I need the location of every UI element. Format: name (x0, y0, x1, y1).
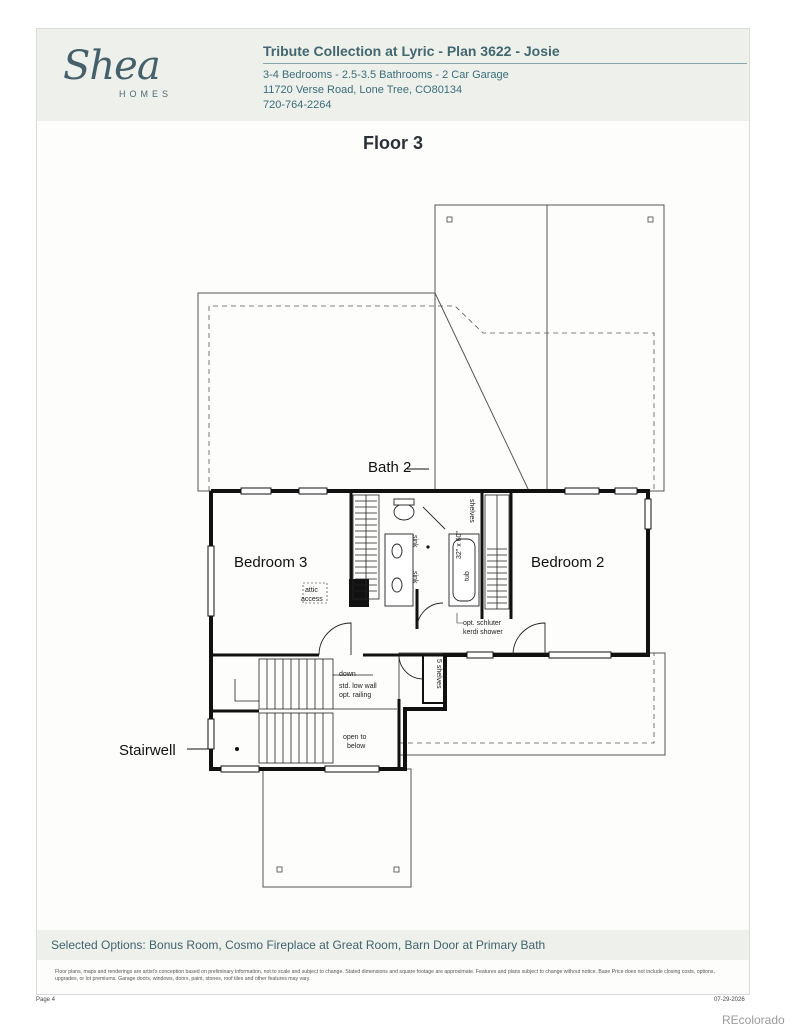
door-bed2 (513, 623, 545, 655)
stair-marker (235, 747, 239, 751)
label-tub-size: 32" x 60" (456, 531, 463, 559)
label-sink-upper: sink (411, 535, 418, 548)
plan-phone: 720-764-2264 (263, 99, 332, 111)
stair-rail (235, 679, 259, 701)
sink-basin (392, 544, 402, 558)
stair-lower-run (259, 713, 333, 763)
shower-door (423, 507, 445, 529)
page-number: Page 4 (36, 997, 56, 1003)
label-5-shelves: 5 shelves (435, 659, 442, 689)
label-shelves: shelves (468, 499, 475, 523)
floor-plan-drawing (37, 29, 749, 929)
toilet-tank (394, 499, 414, 505)
selected-options-band (37, 930, 749, 960)
plan-title: Tribute Collection at Lyric - Plan 3622 - Josie (263, 43, 560, 59)
label-open-to: open to (343, 734, 367, 741)
plan-specs: 3-4 Bedrooms - 2.5-3.5 Bathrooms - 2 Car Garage (263, 69, 509, 81)
roof-marker (277, 867, 282, 872)
stair-upper-run (259, 659, 333, 709)
roof-marker (648, 217, 653, 222)
selected-options-text: Selected Options: Bonus Room, Cosmo Fireplace at Great Room, Barn Door at Primary Bath (51, 938, 546, 952)
label-stairwell: Stairwell (119, 742, 176, 759)
floor-title: Floor 3 (362, 133, 423, 153)
window (467, 652, 493, 658)
label-kerdi-shower: kerdi shower (463, 629, 503, 636)
label-tub: tub (464, 571, 471, 581)
sink-basin (392, 578, 402, 592)
roof-porch (263, 769, 411, 887)
plan-address: 11720 Verse Road, Lone Tree, CO80134 (263, 84, 463, 96)
logo-subtext: HOMES (119, 89, 173, 99)
door-linen (399, 655, 423, 679)
door-bed3 (319, 623, 351, 655)
label-sink-lower: sink (411, 571, 418, 584)
exterior-walls (211, 491, 648, 769)
toilet (394, 504, 414, 520)
door-bath (417, 603, 443, 629)
roof-upper-left (198, 293, 529, 491)
label-access: access (301, 596, 323, 603)
brochure-page (36, 28, 750, 995)
label-opt-schluter: opt. schluter (463, 620, 502, 627)
label-bedroom-2: Bedroom 2 (531, 554, 605, 571)
window (208, 719, 214, 749)
label-bath-2: Bath 2 (368, 459, 412, 476)
label-opt-railing: opt. railing (339, 692, 372, 699)
window (325, 766, 379, 772)
page-date: 07-29-2026 (714, 997, 745, 1003)
label-below: below (347, 743, 366, 750)
window (615, 488, 637, 494)
roof-upper-right (435, 205, 664, 491)
window (241, 488, 271, 494)
disclaimer-text: Floor plans, maps and renderings are artist's conception based on preliminary information, not to scale and subject to change. Stated dimensions and square footage are approximate. Features and plans subject to change without notice. Base Price does not include closing costs, options, upgrades, or lot premiums. Garage doors, windows, doors, paint, stones, roof tiles and other features may vary. (55, 969, 715, 982)
roof-eave-dashed (209, 306, 654, 491)
window (221, 766, 259, 772)
window (299, 488, 327, 494)
label-std-low-wall: std. low wall (339, 683, 377, 690)
logo-wordmark: Shea (63, 43, 160, 89)
roof-marker (394, 867, 399, 872)
stair-treads (267, 713, 323, 763)
window (549, 652, 611, 658)
drain (426, 545, 429, 548)
label-attic: attic (305, 587, 318, 594)
window (208, 546, 214, 616)
window (565, 488, 599, 494)
roof-marker (447, 217, 452, 222)
stair-treads (267, 659, 323, 709)
label-bedroom-3: Bedroom 3 (234, 554, 308, 571)
recolorado-watermark: REcolorado (722, 1013, 785, 1027)
label-down: down (339, 671, 356, 678)
window (645, 499, 651, 529)
